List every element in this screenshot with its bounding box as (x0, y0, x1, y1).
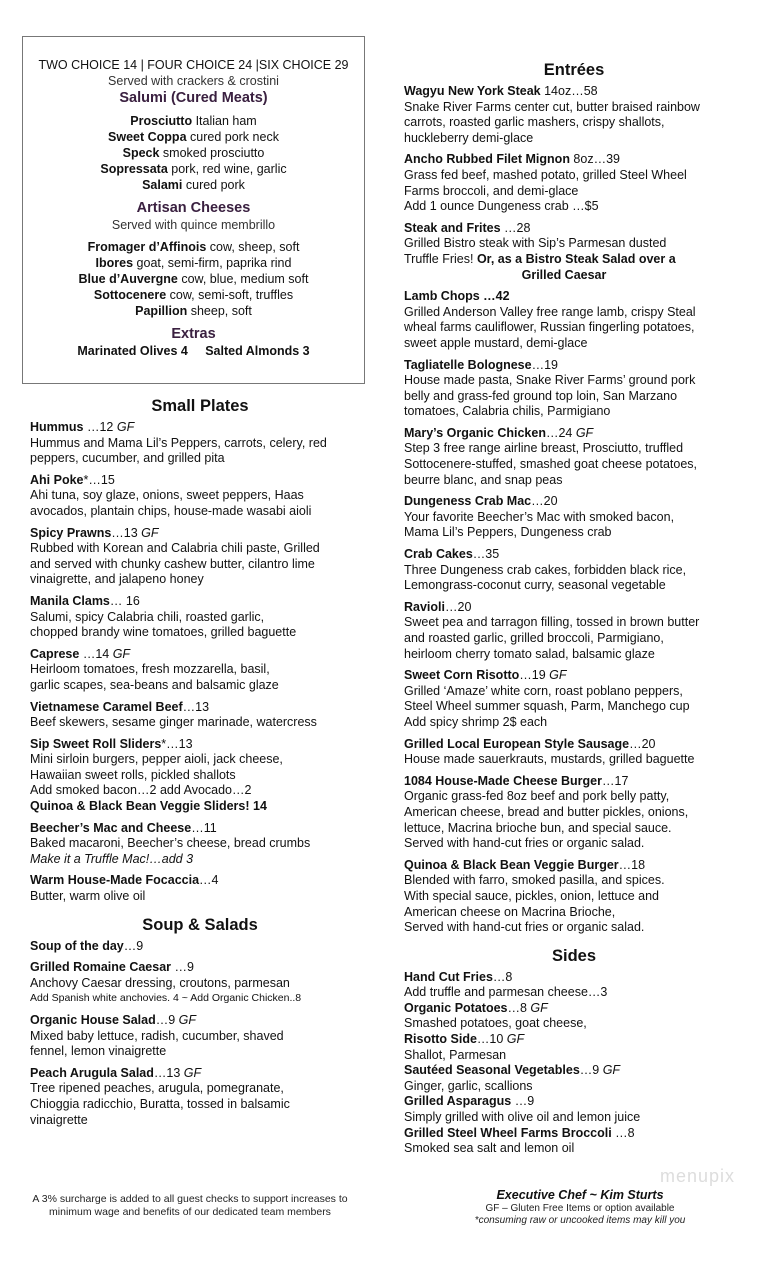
menu-item-description: lettuce, Macrina brioche bun, and special sauce. (404, 820, 672, 835)
board-item-desc: cured pork (182, 178, 245, 192)
menu-item (404, 494, 744, 541)
menu-item-title (404, 774, 744, 790)
menu-item-title (404, 1126, 744, 1142)
menu-item-name: Ravioli (404, 599, 445, 614)
menu-item (30, 594, 370, 641)
left-column (30, 396, 370, 1134)
menu-item-title (30, 526, 370, 542)
board-item (23, 161, 364, 177)
menu-item-title (404, 668, 744, 684)
menu-item-title (30, 420, 370, 436)
gluten-free-tag: GF (175, 1013, 197, 1027)
menu-item-description: Grilled ‘Amaze’ white corn, roast poblano peppers, (404, 683, 683, 698)
menu-item-name: Mary’s Organic Chicken (404, 425, 546, 440)
menu-section (30, 396, 370, 905)
menu-item-description: Grilled Anderson Valley free range lamb, crispy Steal (404, 304, 696, 319)
menu-item-name: Grilled Local European Style Sausage (404, 736, 630, 751)
board-item-name: Sweet Coppa (108, 130, 187, 144)
menu-item-description: carrots, roasted garlic mashers, crispy shallots, (404, 115, 665, 130)
board-item (23, 287, 364, 303)
menu-item-title (30, 700, 370, 716)
board-item-desc: Italian ham (192, 114, 257, 128)
board-item (23, 129, 364, 145)
menu-item-title (30, 939, 370, 955)
extras-items: Marinated Olives 4 Salted Almonds 3 (77, 344, 310, 358)
menu-item (404, 84, 744, 146)
board-item-name: Prosciutto (130, 114, 193, 128)
board-item-name: Salami (142, 178, 183, 192)
menu-item-description: Served with hand-cut fries or organic salad. (404, 836, 645, 851)
menu-item (404, 1032, 744, 1063)
surcharge-note (20, 1193, 360, 1219)
gluten-free-tag: GF (572, 425, 594, 440)
menu-item-title (30, 473, 370, 489)
menu-section (404, 946, 744, 1157)
menu-item-description: Anchovy Caesar dressing, croutons, parmesan (30, 975, 290, 990)
menu-item-description: sweet apple mustard, demi-glace (404, 335, 588, 350)
gluten-free-tag: GF (113, 420, 135, 434)
menu-item-description: Heirloom tomatoes, fresh mozzarella, basil, (30, 662, 270, 677)
menu-item-price: … 16 (109, 593, 140, 608)
menu-item-price: …9 (511, 1094, 535, 1109)
menu-item-description: Chioggia radicchio, Buratta, tossed in balsamic (30, 1096, 290, 1111)
menu-item (30, 647, 370, 694)
menu-item-price: …18 (618, 857, 646, 872)
menu-item-price: …11 (191, 820, 217, 835)
menu-item-name: Spicy Prawns (30, 525, 112, 540)
menu-item-description: Your favorite Beecher’s Mac with smoked bacon, (404, 509, 675, 524)
menu-item-price: …14 (79, 646, 110, 661)
menu-item-title (404, 152, 744, 168)
menu-item-description: Tree ripened peaches, arugula, pomegranate, (30, 1081, 284, 1096)
board-served-note: Served with crackers & crostini (108, 74, 279, 88)
board-item-name: Ibores (95, 256, 134, 270)
menu-item-name: Grilled Steel Wheel Farms Broccoli (404, 1125, 612, 1140)
menu-item-description: Simply grilled with olive oil and lemon juice (404, 1110, 641, 1125)
board-item-name: Sottocenere (93, 288, 167, 302)
menu-item-description: Lemongrass-coconut curry, seasonal vegetable (404, 578, 666, 593)
raw-warning: *consuming raw or uncooked items may kill you (474, 1215, 686, 1226)
menu-item-name: Sweet Corn Risotto (404, 668, 520, 683)
menu-item (30, 420, 370, 467)
menu-item-price: …9 (579, 1063, 600, 1078)
menu-item-description: With special sauce, pickles, onion, lettuce and (404, 888, 659, 903)
menu-item-title (404, 547, 744, 563)
menu-item-description: and roasted garlic, grilled broccoli, Parmigiano, (404, 631, 664, 645)
menu-item (404, 1094, 744, 1125)
menu-item-description: avocados, plantain chips, house-made wasabi aioli (30, 503, 312, 518)
menu-item-price: *…15 (83, 472, 115, 487)
menu-item-price: …20 (629, 736, 656, 751)
menu-item-price: …35 (472, 547, 500, 562)
menu-item-price: …20 (445, 599, 472, 614)
board-item-name: Papillion (135, 304, 188, 318)
gluten-free-tag: GF (526, 1000, 548, 1015)
menu-item-description: and served with chunky cashew butter, cilantro lime (30, 556, 315, 571)
menu-item (404, 600, 744, 662)
menu-item-title (404, 1001, 744, 1017)
menu-item-name: Dungeness Crab Mac (404, 494, 532, 509)
menu-item (30, 939, 370, 955)
menu-item (30, 960, 370, 1007)
menu-item-description: Three Dungeness crab cakes, forbidden black rice, (404, 562, 687, 577)
cheese-heading: Artisan Cheeses (136, 200, 251, 216)
menu-item-description: heirloom cherry tomato salad, balsamic glaze (404, 646, 655, 661)
menu-item-price: 14oz…58 (540, 84, 598, 98)
menu-item-description: Snake River Farms center cut, butter braised rainbow (404, 99, 700, 114)
board-item-desc: goat, semi-firm, paprika rind (133, 256, 292, 270)
salumi-list (23, 113, 364, 193)
menu-item (30, 526, 370, 588)
charcuterie-board-box (22, 36, 365, 384)
menu-item-description: Make it a Truffle Mac!…add 3 (30, 851, 194, 866)
menu-item-title (404, 494, 744, 510)
menu-item-description: House made sauerkrauts, mustards, grilled baguette (404, 752, 695, 767)
menu-item-price: …9 (171, 960, 194, 975)
menu-item-description: Sweet pea and tarragon filling, tossed in brown butter (404, 615, 700, 630)
menu-item-price: …10 (476, 1032, 504, 1047)
board-item-desc: pork, red wine, garlic (167, 162, 287, 176)
menu-item-description: Baked macaroni, Beecher’s cheese, bread crumbs (30, 836, 311, 851)
menu-item-description: Steel Wheel summer squash, Parm, Manchego cup (404, 699, 690, 714)
gluten-free-tag: GF (137, 525, 159, 540)
menu-item (404, 358, 744, 420)
menu-item-description: Ginger, garlic, scallions (404, 1078, 533, 1093)
cheese-list (23, 239, 364, 319)
menu-item-description: Beef skewers, sesame ginger marinade, watercress (30, 715, 317, 730)
menu-item-name: Vietnamese Caramel Beef (30, 699, 183, 714)
menu-item-name: 1084 House-Made Cheese Burger (404, 773, 602, 788)
menu-item-description: Farms broccoli, and demi-glace (404, 183, 579, 198)
board-item (23, 239, 364, 255)
menu-item-title (30, 1066, 370, 1082)
section-heading: Sides (551, 946, 597, 965)
menu-item-description: Grass fed beef, mashed potato, grilled Steel Wheel (404, 167, 687, 182)
menu-item-description: Hawaiian sweet rolls, pickled shallots (30, 767, 236, 782)
extras-heading: Extras (171, 326, 216, 342)
menu-item (404, 774, 744, 852)
menu-item-title (30, 873, 370, 889)
menu-item-name: Sip Sweet Roll Sliders (30, 736, 162, 751)
gluten-free-tag: GF (109, 646, 131, 661)
menu-item-title (404, 358, 744, 374)
menu-item (30, 1013, 370, 1060)
menu-item (404, 547, 744, 594)
menu-item-price: …17 (602, 773, 629, 788)
menu-section (404, 60, 744, 936)
menu-item (404, 289, 744, 351)
menu-item-name: Sautéed Seasonal Vegetables (404, 1063, 580, 1078)
menu-item-name: Manila Clams (30, 593, 110, 608)
cheese-served-note: Served with quince membrillo (111, 218, 276, 232)
surcharge-line: A 3% surcharge is added to all guest checks to support increases to (32, 1193, 348, 1205)
menu-item-description: Grilled Caesar (521, 267, 607, 282)
menu-item-price: …8 (507, 1000, 527, 1015)
board-item-desc: cured pork neck (186, 130, 279, 144)
section-heading: Small Plates (151, 397, 249, 415)
menu-item-description: vinaigrette, and jalapeno honey (30, 572, 204, 587)
menu-item-price: …28 (500, 220, 531, 235)
menu-item-price: …20 (531, 494, 558, 509)
menu-item-description: Organic grass-fed 8oz beef and pork belly patty, (404, 789, 670, 804)
menu-item-description: Add spicy shrimp 2$ each (404, 714, 548, 729)
board-item-name: Fromager d’Affinois (87, 240, 207, 254)
menu-item-description: tomatoes, Calabria chilis, Parmigiano (404, 404, 611, 419)
right-column (404, 60, 744, 1157)
menu-item-description: Rubbed with Korean and Calabria chili paste, Grilled (30, 541, 320, 556)
gluten-free-tag: GF (180, 1065, 202, 1080)
section-heading: Soup & Salads (142, 915, 258, 934)
menu-item (404, 970, 744, 1001)
menu-item-description: Sottocenere-stuffed, smashed goat cheese potatoes, (404, 457, 698, 472)
menu-item-price: …4 (199, 873, 219, 888)
board-item (23, 177, 364, 193)
menu-item-description: Add 1 ounce Dungeness crab …$5 (404, 199, 599, 214)
menu-item-name: Quinoa & Black Bean Veggie Burger (404, 857, 619, 872)
menu-item-title (30, 1013, 370, 1029)
menu-item-description: Smashed potatoes, goat cheese, (404, 1016, 587, 1031)
board-item-name: Speck (122, 146, 160, 160)
menu-item-description: Butter, warm olive oil (30, 889, 146, 904)
menu-item-name: Ahi Poke (30, 472, 84, 487)
gluten-free-tag: GF (545, 668, 567, 683)
menu-item (30, 821, 370, 868)
board-item-desc: cow, sheep, soft (206, 240, 300, 254)
board-item-desc: cow, blue, medium soft (177, 272, 309, 286)
menu-item-title (404, 221, 744, 237)
menu-item-name: Hand Cut Fries (404, 969, 493, 984)
salumi-heading: Salumi (Cured Meats) (119, 90, 268, 106)
menu-item-name: Warm House-Made Focaccia (30, 873, 200, 888)
menu-item-description: fennel, lemon vinaigrette (30, 1044, 167, 1059)
menu-item (30, 473, 370, 520)
menu-item (404, 221, 744, 283)
section-heading: Entrées (543, 61, 605, 79)
menu-item-name: Crab Cakes (404, 547, 473, 562)
menu-item (404, 426, 744, 488)
menu-item-price: …8 (611, 1125, 635, 1140)
menu-item (404, 152, 744, 214)
menu-item-price: *…13 (161, 736, 193, 751)
menu-item-title (404, 1063, 744, 1079)
board-item-desc: smoked prosciutto (159, 146, 265, 160)
menu-item-name: Caprese (30, 646, 80, 661)
menu-item-description: Add truffle and parmesan cheese…3 (404, 985, 608, 1000)
menu-item-description: Truffle Fries! Or, as a Bistro Steak Salad over a (404, 251, 676, 266)
menu-item-title (404, 426, 744, 442)
gluten-free-tag: GF (599, 1063, 621, 1078)
menu-item-title (404, 600, 744, 616)
menu-item (30, 700, 370, 731)
menu-item-name: Wagyu New York Steak (404, 84, 541, 98)
board-item (23, 271, 364, 287)
menu-item-title (404, 858, 744, 874)
menu-item-description: beurre blanc, and snap peas (404, 472, 563, 487)
board-item-desc: sheep, soft (187, 304, 252, 318)
menu-item-description: Served with hand-cut fries or organic salad. (404, 920, 645, 935)
gluten-free-tag: GF (503, 1032, 525, 1047)
menu-item-price: …19 (531, 357, 558, 372)
menu-item-description: Mama Lil’s Peppers, Dungeness crab (404, 525, 612, 540)
menu-item-description: peppers, cucumber, and grilled pita (30, 451, 225, 466)
board-item (23, 113, 364, 129)
menu-item-description: Quinoa & Black Bean Veggie Sliders! 14 (30, 799, 267, 814)
menu-item-description: wheal farms cauliflower, Russian fingerling potatoes, (404, 320, 695, 335)
menu-item-description: Blended with farro, smoked pasilla, and spices. (404, 873, 665, 888)
menu-item-title (30, 960, 370, 976)
menu-item-name: Steak and Frites (404, 220, 501, 235)
menu-item-name: Soup of the day (30, 938, 124, 953)
menu-item-title (404, 289, 744, 305)
menu-item (404, 1001, 744, 1032)
menu-item-name: Risotto Side (404, 1032, 477, 1047)
menu-item-description: Hummus and Mama Lil’s Peppers, carrots, celery, red (30, 435, 327, 450)
watermark-logo: menupix (660, 1166, 736, 1186)
menu-item-name: Ancho Rubbed Filet Mignon (404, 152, 570, 167)
menu-item-price: …24 (545, 425, 573, 440)
menu-item-description: House made pasta, Snake River Farms’ ground pork (404, 373, 696, 388)
menu-item-title (30, 737, 370, 753)
board-item-name: Blue d’Auvergne (78, 272, 178, 286)
menu-item-description: chopped brandy wine tomatoes, grilled baguette (30, 625, 297, 640)
menu-item-description: Salumi, spicy Calabria chili, roasted garlic, (30, 609, 265, 624)
chef-notes (440, 1188, 720, 1227)
board-item-desc: cow, semi-soft, truffles (166, 288, 294, 302)
menu-item (404, 1126, 744, 1157)
menu-item-name: Hummus (30, 420, 84, 434)
menu-item-price: 8oz…39 (569, 152, 620, 167)
menu-item-description: belly and grass-fed ground top loin, San Marzano (404, 388, 678, 403)
menu-item-title (30, 594, 370, 610)
menu-section (30, 915, 370, 1129)
menu-item (404, 1063, 744, 1094)
menu-item-description: garlic scapes, sea-beans and balsamic glaze (30, 677, 279, 692)
menu-item (404, 668, 744, 730)
menu-item-title (404, 1032, 744, 1048)
board-item (23, 255, 364, 271)
menu-item-price: …19 (519, 668, 546, 683)
menu-item-description: American cheese, bread and butter pickles, onions, (404, 804, 689, 819)
menu-item-name: Organic Potatoes (404, 1000, 508, 1015)
menu-item-description: vinaigrette (30, 1112, 88, 1127)
menu-item-name: Organic House Salad (30, 1013, 156, 1027)
menu-item-description: huckleberry demi-glace (404, 130, 534, 145)
board-pricing: TWO CHOICE 14 | FOUR CHOICE 24 |SIX CHOICE 29 (38, 58, 349, 72)
menu-item (30, 873, 370, 904)
menu-item-name: Tagliatelle Bolognese (404, 357, 532, 372)
menu-item-title (404, 737, 744, 753)
menu-item (404, 737, 744, 768)
menu-item-bold-note: Or, as a Bistro Steak Salad over a (476, 251, 676, 266)
menu-item-name: Peach Arugula Salad (30, 1065, 154, 1080)
menu-item-name: Grilled Romaine Caesar (30, 960, 172, 975)
menu-item-price: …8 (492, 969, 513, 984)
menu-item-description: American cheese on Macrina Brioche, (404, 904, 616, 919)
surcharge-line: minimum wage and benefits of our dedicated team members (49, 1206, 331, 1218)
menu-item-description: Mixed baby lettuce, radish, cucumber, shaved (30, 1028, 284, 1043)
menu-item-description: Grilled Bistro steak with Sip’s Parmesan dusted (404, 236, 667, 251)
menu-item-price: …13 (111, 525, 138, 540)
executive-chef: Executive Chef ~ Kim Sturts (496, 1188, 664, 1202)
menu-item-description: Smoked sea salt and lemon oil (404, 1141, 575, 1156)
menu-item-price: …9 (123, 938, 144, 953)
menu-item-title (404, 970, 744, 986)
gf-note: GF – Gluten Free Items or option available (485, 1203, 675, 1214)
menu-item-title (404, 84, 744, 100)
menu-item-price: …9 (155, 1013, 176, 1027)
menu-item-description: Shallot, Parmesan (404, 1047, 507, 1062)
menu-item-description: Ahi tuna, soy glaze, onions, sweet peppers, Haas (30, 488, 304, 503)
menu-item-description: Step 3 free range airline breast, Prosciutto, truffled (404, 441, 684, 456)
menu-item-price: …13 (182, 699, 210, 714)
menu-item-title (30, 821, 370, 837)
menu-item-name: Lamb Chops …42 (404, 289, 510, 304)
menu-item-name: Beecher’s Mac and Cheese (30, 820, 192, 835)
menu-item (30, 737, 370, 815)
menu-item-description: Add Spanish white anchovies. 4 ~ Add Organic Chicken..8 (30, 992, 302, 1005)
menu-item-title (404, 1094, 744, 1110)
menu-item (30, 1066, 370, 1128)
menu-item-title (30, 647, 370, 663)
menu-item-price: …13 (153, 1065, 181, 1080)
board-item (23, 145, 364, 161)
board-item-name: Sopressata (100, 162, 168, 176)
menu-item-name: Grilled Asparagus (404, 1094, 512, 1109)
menu-item-price: …12 (83, 420, 114, 434)
menu-item-description: Add smoked bacon…2 add Avocado…2 (30, 783, 252, 798)
board-item (23, 303, 364, 319)
menu-item (404, 858, 744, 936)
menu-item-description: Mini sirloin burgers, pepper aioli, jack cheese, (30, 752, 283, 767)
